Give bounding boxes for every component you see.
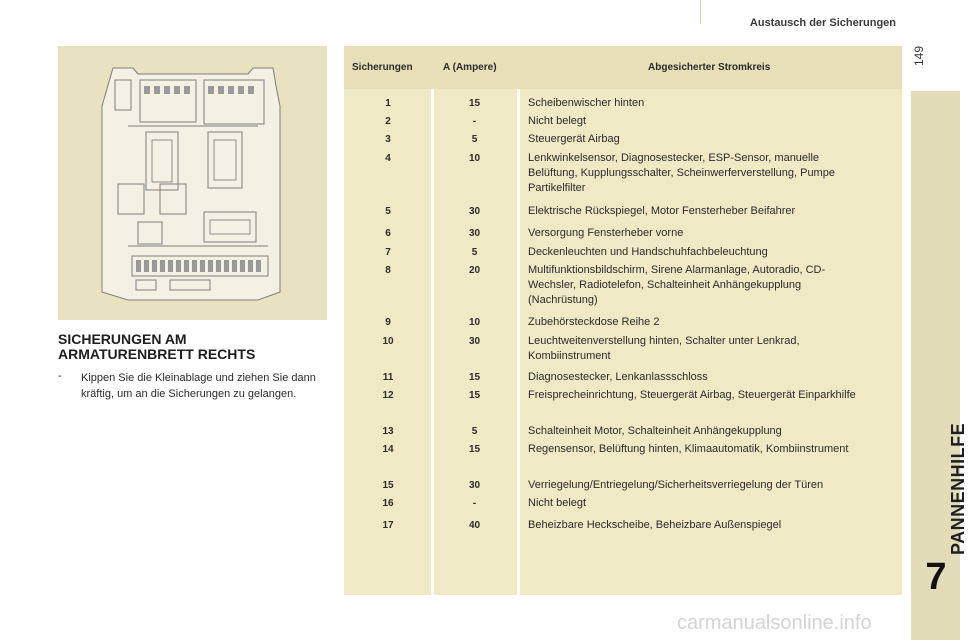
watermark: carmanualsonline.info: [677, 612, 872, 634]
fuse-box-illustration: [58, 46, 327, 320]
fuse-number: 4: [385, 153, 391, 164]
fuse-circuit: Scheibenwischer hinten: [528, 97, 645, 109]
fuse-number: 10: [382, 336, 394, 347]
fuse-number: 9: [385, 317, 391, 328]
fuse-number: 7: [385, 247, 391, 258]
fuse-number: 5: [385, 206, 391, 217]
fuse-circuit: Deckenleuchten und Handschuhfachbeleuchtung: [528, 246, 768, 258]
fuse-circuit: Nicht belegt: [528, 497, 587, 509]
fuse-ampere: 5: [471, 426, 478, 437]
fuse-ampere: 30: [468, 480, 481, 491]
fuse-ampere: 30: [468, 228, 481, 239]
fuse-ampere: 40: [468, 520, 481, 531]
section-title-line2: ARMATURENBRETT RECHTS: [58, 346, 256, 362]
column-separator: [517, 89, 520, 595]
fuse-ampere: -: [472, 116, 477, 127]
fuse-number: 3: [385, 134, 391, 145]
fuse-ampere: 30: [468, 206, 481, 217]
fuse-circuit: Nicht belegt: [528, 115, 587, 127]
page-number: 149: [912, 45, 926, 66]
header-fuse: Sicherungen: [352, 62, 413, 73]
chapter-label: PANNENHILFE: [948, 422, 968, 555]
fuse-number: 15: [382, 480, 394, 491]
section-title: [58, 332, 328, 362]
fuse-circuit: Beheizbare Heckscheibe, Beheizbare Außenspiegel: [528, 519, 782, 531]
fuse-number: 6: [385, 228, 391, 239]
fuse-ampere: 15: [468, 98, 481, 109]
fuse-circuit: Leuchtweitenverstellung hinten, Schalter unter Lenkrad, Kombiinstrument: [528, 335, 800, 362]
fuse-number: 14: [382, 444, 394, 455]
fuse-box-diagram: [58, 46, 327, 320]
fuse-number: 12: [382, 390, 394, 401]
fuse-number: 16: [382, 498, 394, 509]
fuse-circuit: Regensensor, Belüftung hinten, Klimaautomatik, Kombiinstrument: [528, 443, 849, 455]
fuse-circuit: Versorgung Fensterheber vorne: [528, 227, 684, 239]
fuse-ampere: 15: [468, 372, 481, 383]
fuse-ampere: 5: [471, 134, 478, 145]
instruction-bullet: -: [58, 370, 62, 382]
fuse-table-header: [344, 46, 902, 89]
fuse-circuit: Schalteinheit Motor, Schalteinheit Anhängekupplung: [528, 425, 782, 437]
fuse-ampere: -: [472, 498, 477, 509]
chapter-number: 7: [925, 556, 947, 598]
header-circuit: Abgesicherter Stromkreis: [648, 62, 771, 73]
section-title-line1: SICHERUNGEN AM: [58, 331, 187, 347]
fuse-circuit: Multifunktionsbildschirm, Sirene Alarmanlage, Autoradio, CD-Wechsler, Radiotelefon, Schalteinheit Anhängekupplung (Nachrüstung): [528, 264, 826, 306]
page-header-title: Austausch der Sicherungen: [749, 17, 896, 29]
fuse-ampere: 20: [468, 265, 481, 276]
instruction-text: Kippen Sie die Kleinablage und ziehen Sie dann kräftig, um an die Sicherungen zu gelangen.: [81, 372, 316, 400]
fuse-ampere: 10: [468, 153, 481, 164]
fuse-circuit: Verriegelung/Entriegelung/Sicherheitsverriegelung der Türen: [528, 479, 824, 491]
fuse-number: 11: [382, 372, 394, 383]
fuse-circuit: Diagnosestecker, Lenkanlassschloss: [528, 371, 708, 383]
fuse-number: 8: [385, 265, 391, 276]
fuse-ampere: 10: [468, 317, 481, 328]
fuse-number: 2: [385, 116, 391, 127]
fuse-ampere: 5: [471, 247, 478, 258]
fuse-circuit: Freisprecheinrichtung, Steuergerät Airbag, Steuergerät Einparkhilfe: [528, 389, 856, 401]
fuse-circuit: Elektrische Rückspiegel, Motor Fensterheber Beifahrer: [528, 205, 796, 217]
fuse-number: 1: [385, 98, 391, 109]
fuse-ampere: 15: [468, 444, 481, 455]
fuse-circuit: Lenkwinkelsensor, Diagnosestecker, ESP-Sensor, manuelle Belüftung, Kupplungsschalter, Scheinwerferverstellung, Pumpe Partikelfilter: [528, 152, 835, 194]
fuse-ampere: 30: [468, 336, 481, 347]
fuse-ampere: 15: [468, 390, 481, 401]
header-ampere: A (Ampere): [443, 62, 497, 73]
fuse-circuit: Steuergerät Airbag: [528, 133, 620, 145]
fuse-circuit: Zubehörsteckdose Reihe 2: [528, 316, 660, 328]
fuse-number: 13: [382, 426, 394, 437]
fuse-number: 17: [382, 520, 394, 531]
